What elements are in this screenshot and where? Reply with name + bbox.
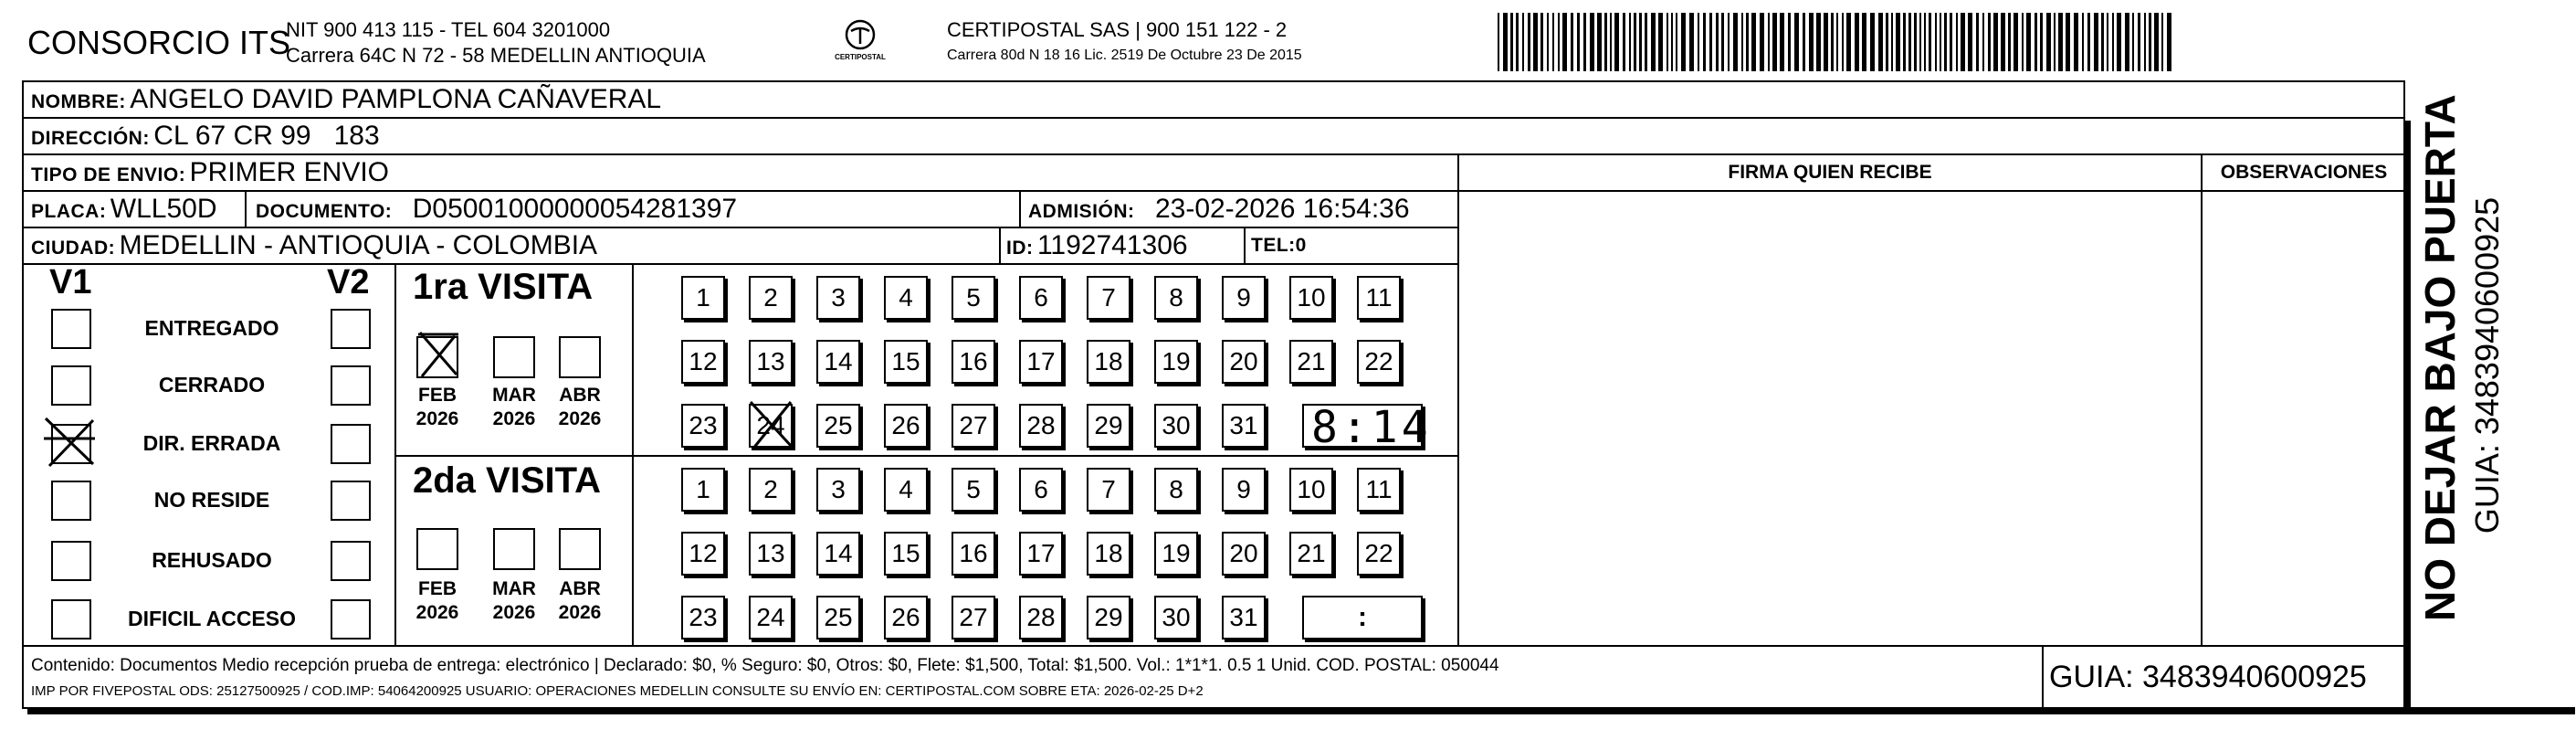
handwritten-mark [40, 411, 100, 471]
firma-header: FIRMA QUIEN RECIBE [1728, 162, 1932, 183]
day-box[interactable]: 26 [884, 404, 928, 448]
tel-label: TEL: [1251, 235, 1296, 256]
v1-checkbox[interactable] [51, 541, 91, 581]
v2-label: V2 [327, 263, 370, 301]
day-box[interactable]: 5 [952, 468, 995, 512]
day-box[interactable]: 27 [952, 596, 995, 640]
day-box[interactable]: 18 [1087, 340, 1130, 384]
ciudad-cell [31, 228, 597, 263]
month-checkbox[interactable] [559, 336, 601, 378]
main-frame-shadow [27, 707, 2575, 714]
status-label: ENTREGADO [144, 316, 279, 340]
status-label: NO RESIDE [153, 488, 270, 512]
status-label: DIFICIL ACCESO [127, 607, 296, 630]
day-box[interactable]: 11 [1357, 468, 1401, 512]
company-address: Carrera 64C N 72 - 58 MEDELLIN ANTIOQUIA [286, 44, 706, 67]
tipo-value: PRIMER ENVIO [189, 157, 390, 187]
month-checkbox[interactable] [559, 528, 601, 570]
observaciones-header: OBSERVACIONES [2220, 162, 2388, 183]
day-box[interactable]: 6 [1019, 276, 1063, 320]
day-box[interactable]: 8 [1154, 276, 1198, 320]
month-label: MAR 2026 [492, 578, 536, 623]
v1-checkbox[interactable] [51, 365, 91, 406]
v2-checkbox[interactable] [331, 599, 371, 640]
nombre-label: NOMBRE: [31, 91, 126, 112]
documento-cell [256, 192, 737, 227]
id-label: ID: [1006, 238, 1034, 259]
day-box[interactable]: 28 [1019, 404, 1063, 448]
barcode [1498, 13, 2173, 71]
day-box[interactable]: 27 [952, 404, 995, 448]
day-box[interactable]: 11 [1357, 276, 1401, 320]
tel-cell [1251, 228, 1307, 263]
ciudad-value: MEDELLIN - ANTIOQUIA - COLOMBIA [119, 230, 598, 260]
day-box[interactable]: 24 [749, 404, 793, 448]
placa-value: WLL50D [110, 194, 217, 224]
admision-value: 23-02-2026 16:54:36 [1154, 194, 1410, 224]
day-box[interactable]: 19 [1154, 340, 1198, 384]
day-box[interactable]: 14 [816, 340, 860, 384]
month-label: ABR 2026 [558, 385, 602, 429]
footer-imp: IMP POR FIVEPOSTAL ODS: 25127500925 / COD.IMP: 54064200925 USUARIO: OPERACIONES MEDELLIN CONSULTE SU ENVÍO EN: CERTIPOSTAL.COM SOBRE ETA: 2026-02-25 D+2 [31, 683, 1204, 699]
day-box[interactable]: 3 [816, 468, 860, 512]
certipostal-logo [826, 16, 894, 69]
day-box[interactable]: 22 [1357, 340, 1401, 384]
ciudad-label: CIUDAD: [31, 238, 116, 259]
day-box[interactable]: 25 [816, 404, 860, 448]
month-label: MAR 2026 [492, 385, 536, 429]
tipo-label: TIPO DE ENVIO: [31, 164, 186, 185]
admision-label: ADMISIÓN: [1028, 201, 1135, 222]
footer-guia: GUIA: 3483940600925 [2049, 660, 2367, 694]
status-label: REHUSADO [152, 548, 272, 572]
day-box[interactable]: 23 [681, 596, 725, 640]
day-box[interactable]: 21 [1289, 532, 1333, 576]
day-box[interactable]: 10 [1289, 276, 1333, 320]
logo-text: CERTIPOSTAL [835, 53, 886, 61]
first-visit-time[interactable] [1302, 402, 1432, 453]
day-box[interactable]: 1 [681, 276, 725, 320]
month-label: FEB 2026 [415, 578, 459, 623]
day-box[interactable]: 18 [1087, 532, 1130, 576]
day-box[interactable]: 16 [952, 532, 995, 576]
day-box[interactable]: 12 [681, 532, 725, 576]
day-box[interactable]: 6 [1019, 468, 1063, 512]
day-box[interactable]: 12 [681, 340, 725, 384]
day-box[interactable]: 3 [816, 276, 860, 320]
handwritten-mark [745, 396, 798, 453]
company-name: CONSORCIO ITS [27, 24, 291, 61]
v1-label: V1 [49, 263, 92, 301]
day-box[interactable]: 2 [749, 276, 793, 320]
v2-checkbox[interactable] [331, 481, 371, 521]
certipostal-nit: CERTIPOSTAL SAS | 900 151 122 - 2 [947, 18, 1288, 41]
day-box[interactable]: 29 [1087, 404, 1130, 448]
v2-checkbox[interactable] [331, 309, 371, 349]
day-box[interactable]: 24 [749, 596, 793, 640]
handwritten-mark [415, 329, 462, 380]
day-box[interactable]: 15 [884, 340, 928, 384]
direccion-value: CL 67 CR 99 183 [153, 121, 380, 151]
side-guia: GUIA: 3483940600925 [2468, 196, 2506, 534]
v1-checkbox[interactable] [51, 481, 91, 521]
day-box[interactable]: 10 [1289, 468, 1333, 512]
day-box[interactable]: 16 [952, 340, 995, 384]
day-box[interactable]: 29 [1087, 596, 1130, 640]
v2-checkbox[interactable] [331, 365, 371, 406]
day-box[interactable]: 8 [1154, 468, 1198, 512]
status-label: CERRADO [158, 373, 266, 396]
first-visit-title: 1ra VISITA [413, 267, 594, 307]
day-box[interactable]: 30 [1154, 596, 1198, 640]
second-visit-time-value: : [1358, 602, 1367, 632]
v2-checkbox[interactable] [331, 424, 371, 464]
direccion-row [31, 119, 380, 153]
day-box[interactable]: 30 [1154, 404, 1198, 448]
observations-area[interactable] [2204, 194, 2403, 643]
tipo-row [31, 155, 389, 190]
tel-value: 0 [1295, 235, 1307, 256]
day-box[interactable]: 4 [884, 276, 928, 320]
id-cell [1006, 228, 1188, 263]
day-box[interactable]: 31 [1222, 404, 1266, 448]
placa-cell [31, 192, 217, 227]
nombre-row [31, 82, 661, 117]
second-visit-title: 2da VISITA [413, 460, 601, 501]
day-box[interactable]: 14 [816, 532, 860, 576]
day-box[interactable]: 9 [1222, 468, 1266, 512]
month-checkbox[interactable] [416, 528, 458, 570]
side-no-dejar: NO DEJAR BAJO PUERTA [2416, 94, 2464, 621]
v1-checkbox[interactable] [51, 309, 91, 349]
day-box[interactable]: 20 [1222, 532, 1266, 576]
month-checkbox[interactable] [493, 336, 535, 378]
signature-area[interactable] [1461, 194, 2199, 643]
company-nit-tel: NIT 900 413 115 - TEL 604 3201000 [286, 18, 611, 41]
day-box[interactable]: 28 [1019, 596, 1063, 640]
day-box[interactable]: 21 [1289, 340, 1333, 384]
day-box[interactable]: 23 [681, 404, 725, 448]
day-box[interactable]: 7 [1087, 468, 1130, 512]
day-box[interactable]: 2 [749, 468, 793, 512]
day-box[interactable]: 13 [749, 532, 793, 576]
day-box[interactable]: 22 [1357, 532, 1401, 576]
day-box[interactable]: 1 [681, 468, 725, 512]
month-label: FEB 2026 [415, 385, 459, 429]
day-box[interactable]: 20 [1222, 340, 1266, 384]
day-box[interactable]: 13 [749, 340, 793, 384]
month-checkbox[interactable] [493, 528, 535, 570]
direccion-label: DIRECCIÓN: [31, 128, 150, 149]
day-box[interactable]: 15 [884, 532, 928, 576]
day-box[interactable]: 17 [1019, 532, 1063, 576]
day-box[interactable]: 19 [1154, 532, 1198, 576]
second-visit-time[interactable] [1302, 596, 1423, 640]
id-value: 1192741306 [1036, 230, 1188, 260]
day-box[interactable]: 17 [1019, 340, 1063, 384]
certipostal-license: Carrera 80d N 18 16 Lic. 2519 De Octubre 23 De 2015 [947, 48, 1302, 63]
day-box[interactable]: 31 [1222, 596, 1266, 640]
status-label: DIR. ERRADA [142, 431, 281, 455]
day-box[interactable]: 5 [952, 276, 995, 320]
month-label: ABR 2026 [558, 578, 602, 623]
nombre-value: ANGELO DAVID PAMPLONA CAÑAVERAL [130, 84, 662, 114]
right-shadow [2405, 121, 2411, 711]
day-box[interactable]: 4 [884, 468, 928, 512]
placa-label: PLACA: [31, 201, 107, 222]
day-box[interactable]: 9 [1222, 276, 1266, 320]
day-box[interactable]: 25 [816, 596, 860, 640]
documento-value: D05001000000054281397 [412, 194, 738, 224]
footer-contenido: Contenido: Documentos Medio recepción prueba de entrega: electrónico | Declarado: $0, % Seguro: $0, Otros: $0, Flete: $1,500, Total: $1,500. Vol.: 1*1*1. 0.5 1 Unid. COD. POSTAL: 050044 [31, 656, 1499, 675]
side-text [2415, 94, 2552, 621]
day-box[interactable]: 26 [884, 596, 928, 640]
v2-checkbox[interactable] [331, 541, 371, 581]
v1-checkbox[interactable] [51, 599, 91, 640]
day-box[interactable]: 7 [1087, 276, 1130, 320]
first-visit-time-value: 8:14 [1311, 402, 1432, 453]
documento-label: DOCUMENTO: [256, 201, 393, 222]
admision-cell [1028, 192, 1410, 227]
